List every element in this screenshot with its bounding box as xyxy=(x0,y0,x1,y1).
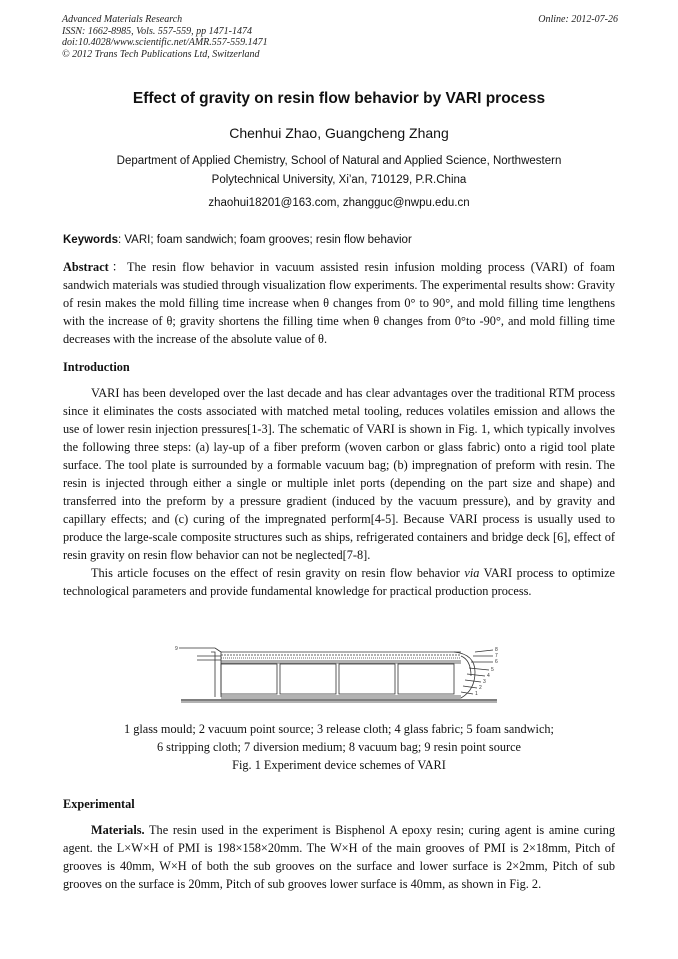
keywords xyxy=(63,234,615,246)
author-list: Chenhui Zhao, Guangcheng Zhang xyxy=(229,125,449,141)
intro-text: This article focuses on the effect of resin gravity on resin flow behavior xyxy=(91,566,465,580)
online-date: Online: 2012-07-26 xyxy=(538,14,618,25)
foam-block xyxy=(398,664,454,694)
figure-callout: 4 xyxy=(487,673,490,679)
resin-inlet-line xyxy=(215,648,221,697)
introduction-section xyxy=(63,384,615,600)
intro-paragraph: VARI has been developed over the last decade and has clear advantages over the traditional RTM process since it eliminates the costs associated with matched metal tooling, reduces volatiles emission and allows the use of lower resin injection pressures[1-3]. The schematic of VARI is shown in Fig. 1, which typically involves the following three steps: (a) lay-up of a fiber preform (woven carbon or glass fabric) onto a rigid tool plate surface. The tool plate is surrounded by a formable vacuum bag; (b) impregnation of preform with resin. The resin is injected through either a single or multiple inlet ports (depending on the part size and shape) and transferred into the preform by a pressure gradient (induced by the vacuum pressure), and by gravity and capillary effects; and (c) curing of the impregnated perform[4-5]. Because VARI process is usually used to produce the large-scale composite structures such as ships, refrigerated containers and bridge deck [6], effect of resin gravity on resin flow behavior can not be neglected[7-8]. xyxy=(63,386,615,562)
figure-callout: 2 xyxy=(479,685,482,691)
materials-text: The resin used in the experiment is Bisphenol A epoxy resin; curing agent is amine curing agent. the L×W×H of PMI is 198×158×20mm. The W×H of the main grooves of PMI is 2×18mm, Pitch of grooves is 40mm, W×H of both the sub grooves on the surface and lower surface is 2×2mm, Pitch of sub grooves on the surface is 20mm, Pitch of sub grooves lower surface is 40mm, as shown in Fig. 2. xyxy=(63,823,615,891)
resin-inlet-line xyxy=(211,652,215,697)
section-heading-experimental: Experimental xyxy=(63,797,135,811)
intro-italic: via xyxy=(464,566,480,580)
figure-title: Fig. 1 Experiment device schemes of VARI xyxy=(232,758,446,772)
journal-name: Advanced Materials Research xyxy=(62,14,183,25)
keywords-text: : VARI; foam sandwich; foam grooves; resin flow behavior xyxy=(117,234,412,246)
figure-callout: 9 xyxy=(175,646,178,652)
section-heading-introduction: Introduction xyxy=(63,360,130,374)
affiliation xyxy=(80,152,598,190)
paper-title: Effect of gravity on resin flow behavior by VARI process xyxy=(132,90,546,107)
abstract-text: ：The resin flow behavior in vacuum assisted resin infusion molding process (VARI) of foam sandwich materials was studied through visualization flow experiments. The experimental results show: Gravity of resin makes the mold filling time increase when θ changes from 0° to 90°, and mold filling time lengthens with the increase of θ; gravity shortens the filling time when θ changes from 0°to -90°, and mold filling time decreases with the increase of the absolute value of θ. xyxy=(63,260,615,346)
issn-line: ISSN: 1662-8985, Vols. 557-559, pp 1471-1474 xyxy=(62,25,252,37)
vacuum-bag-edge xyxy=(454,652,475,698)
vari-device-schematic xyxy=(175,642,505,708)
materials-paragraph xyxy=(63,821,615,893)
author-emails: zhaohui18201@163.com, zhangguc@nwpu.edu.cn xyxy=(208,197,470,209)
foam-block xyxy=(221,664,277,694)
figure-callout: 8 xyxy=(495,647,498,653)
copyright-line: © 2012 Trans Tech Publications Ltd, Switzerland xyxy=(62,48,260,60)
figure-caption xyxy=(63,720,615,774)
figure-callout: 5 xyxy=(491,667,494,673)
affiliation-line: Polytechnical University, Xi’an, 710129, P.R.China xyxy=(211,174,467,186)
figure-legend: 6 stripping cloth; 7 diversion medium; 8 vacuum bag; 9 resin point source xyxy=(156,740,522,754)
abstract-label: Abstract xyxy=(63,260,109,274)
figure-callout: 7 xyxy=(495,653,498,659)
doi-line: doi:10.4028/www.scientific.net/AMR.557-559.1471 xyxy=(62,37,268,48)
abstract xyxy=(63,258,615,348)
materials-label: Materials. xyxy=(91,823,145,837)
figure-callout: 6 xyxy=(495,659,498,665)
intro-text: VARI process to optimize technological parameters and provide fundamental knowledge for practical production process. xyxy=(63,566,615,598)
journal-header xyxy=(62,14,618,60)
foam-block xyxy=(280,664,336,694)
figure-callout: 3 xyxy=(483,679,486,685)
keywords-label: Keywords xyxy=(63,234,118,246)
figure-legend: 1 glass mould; 2 vacuum point source; 3 release cloth; 4 glass fabric; 5 foam sandwich; xyxy=(124,722,554,736)
experimental-section xyxy=(63,821,615,893)
intro-paragraph xyxy=(63,564,615,600)
affiliation-line: Department of Applied Chemistry, School of Natural and Applied Science, Northwestern xyxy=(116,155,562,167)
foam-block xyxy=(339,664,395,694)
figure-callout: 1 xyxy=(475,691,478,697)
